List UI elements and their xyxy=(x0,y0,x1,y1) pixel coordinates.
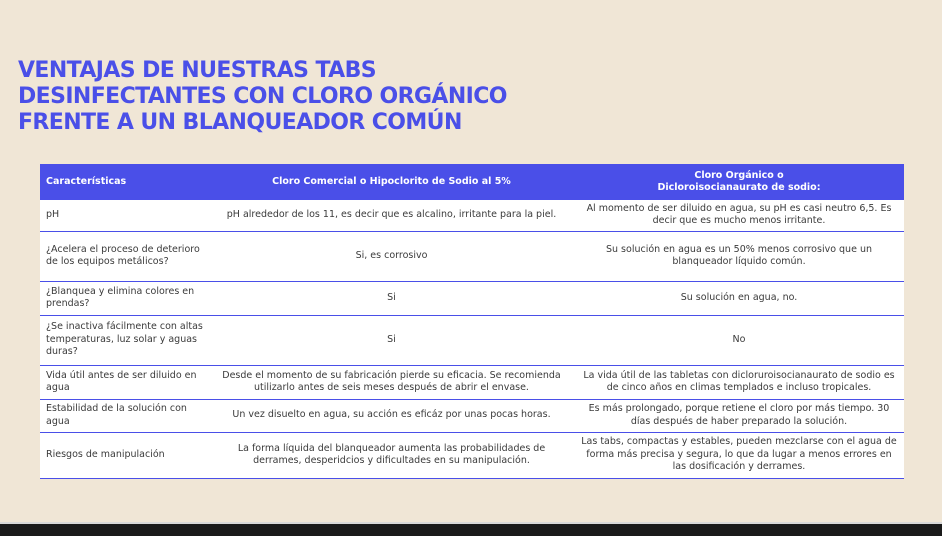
table-header-row xyxy=(40,164,904,200)
table-cell: Si, es corrosivo xyxy=(209,231,574,281)
title-line-3: FRENTE A UN BLANQUEADOR COMÚN xyxy=(18,110,462,135)
table-cell: Si xyxy=(209,281,574,315)
table-cell: Riesgos de manipulación xyxy=(40,432,209,478)
table-cell: Al momento de ser diluido en agua, su pH es casi neutro 6,5. Es decir que es mucho menos irritante. xyxy=(574,200,904,231)
table-cell: Vida útil antes de ser diluido en agua xyxy=(40,365,209,399)
table-cell: pH xyxy=(40,200,209,231)
table-row-riesgos xyxy=(40,432,904,478)
table-cell: La forma líquida del blanqueador aumenta las probabilidades de derrames, desperidcios y dificultades en su manipulación. xyxy=(209,432,574,478)
table-row-inactivacion xyxy=(40,315,904,365)
table-row-estabilidad xyxy=(40,399,904,432)
table-cell: Si xyxy=(209,315,574,365)
title-line-2: DESINFECTANTES CON CLORO ORGÁNICO xyxy=(18,84,507,109)
title-line-1: VENTAJAS DE NUESTRAS TABS xyxy=(18,58,377,83)
header-cloro-comercial: Cloro Comercial o Hipoclorito de Sodio al 5% xyxy=(209,164,574,200)
page-title xyxy=(18,58,507,136)
table-cell: Las tabs, compactas y estables, pueden mezclarse con el agua de forma más precisa y segura, lo que da lugar a menos errores en las dosificación y derrames. xyxy=(574,432,904,478)
table-cell: No xyxy=(574,315,904,365)
table-cell: Su solución en agua, no. xyxy=(574,281,904,315)
table-row-vida-util xyxy=(40,365,904,399)
table-row-ph xyxy=(40,200,904,231)
table-cell: Un vez disuelto en agua, su acción es eficáz por unas pocas horas. xyxy=(209,399,574,432)
header-cloro-organico: Cloro Orgánico o Dicloroisocianaurato de sodio: xyxy=(574,164,904,200)
header-caracteristicas: Características xyxy=(40,164,209,200)
table-row-blanqueo xyxy=(40,281,904,315)
table-cell: ¿Acelera el proceso de deterioro de los equipos metálicos? xyxy=(40,231,209,281)
table-cell: Su solución en agua es un 50% menos corrosivo que un blanqueador líquido común. xyxy=(574,231,904,281)
table-cell: Desde el momento de su fabricación pierde su eficacia. Se recomienda utilizarlo antes de seis meses después de abrir el envase. xyxy=(209,365,574,399)
table-row-corrosion xyxy=(40,231,904,281)
table-cell: ¿Se inactiva fácilmente con altas temperaturas, luz solar y aguas duras? xyxy=(40,315,209,365)
table-cell: La vida útil de las tabletas con dicloruroisocianaurato de sodio es de cinco años en climas templados e incluso tropicales. xyxy=(574,365,904,399)
table-cell: pH alrededor de los 11, es decir que es alcalino, irritante para la piel. xyxy=(209,200,574,231)
table-cell: Estabilidad de la solución con agua xyxy=(40,399,209,432)
comparison-table xyxy=(40,164,904,479)
table-cell: ¿Blanquea y elimina colores en prendas? xyxy=(40,281,209,315)
table-cell: Es más prolongado, porque retiene el cloro por más tiempo. 30 días después de haber preparado la solución. xyxy=(574,399,904,432)
